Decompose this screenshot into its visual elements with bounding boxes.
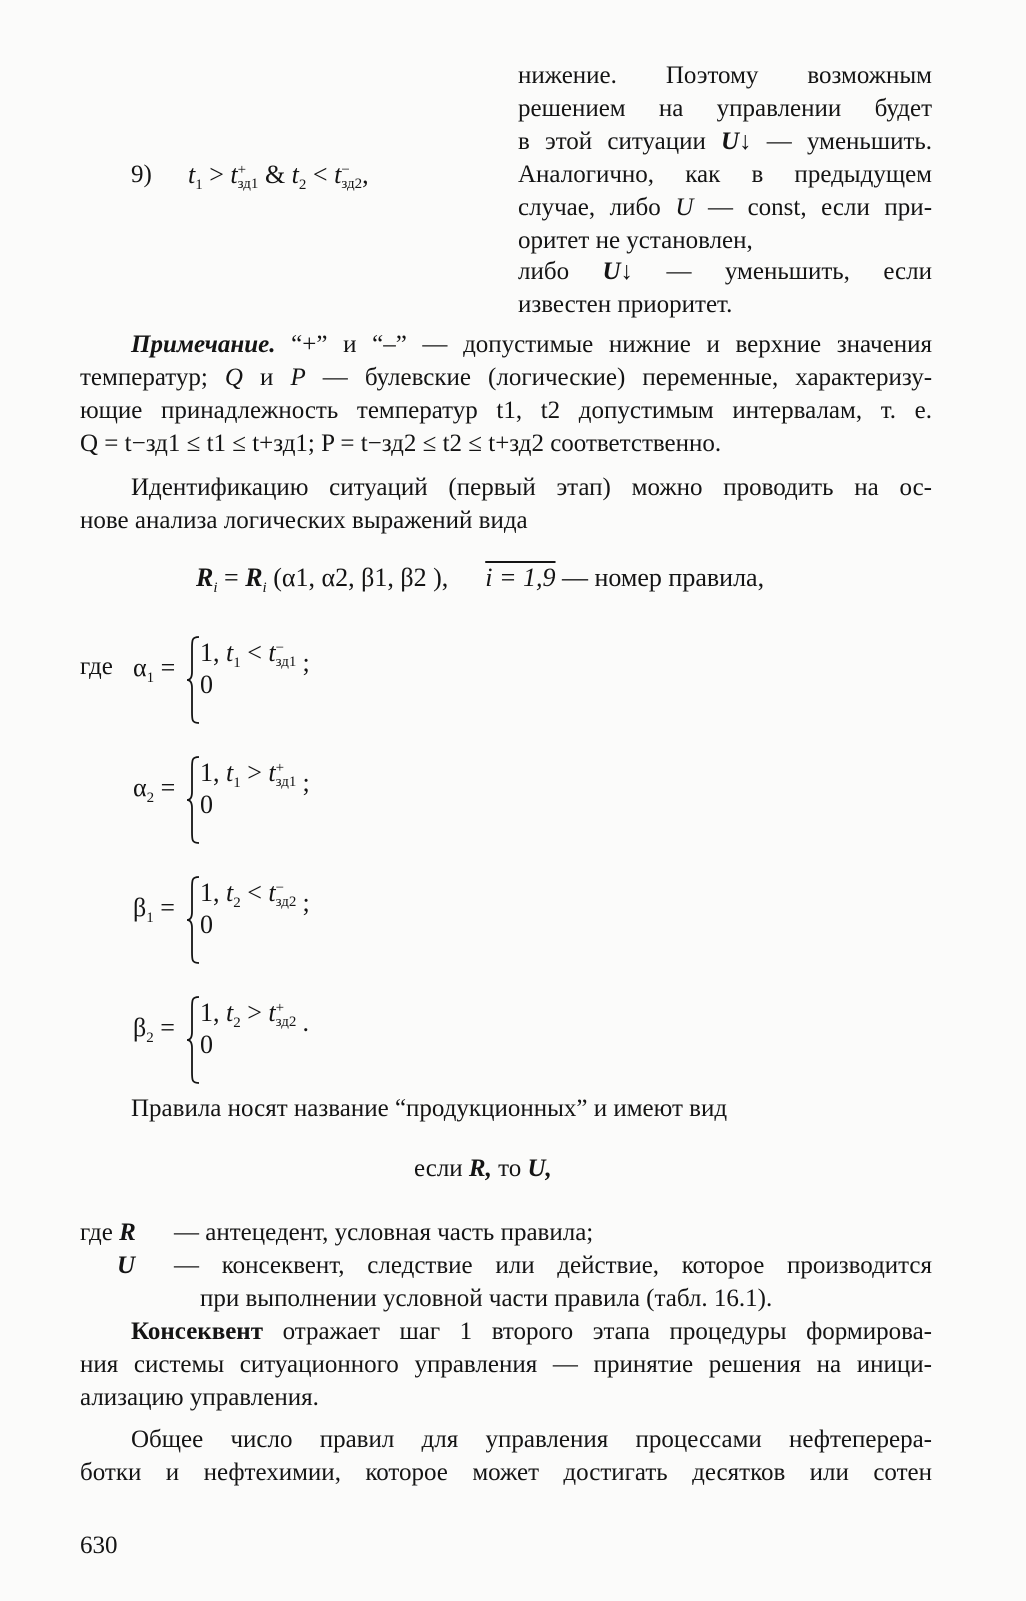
definition-4 — [0, 998, 1026, 1090]
def-name: $\alpha_2$ = — [133, 773, 176, 807]
def-case-2: 0 — [200, 910, 213, 939]
paragraph4-line-1: Общее число правил для управления процессами нефтеперера- — [131, 1426, 932, 1453]
def-case-1: 1, $t_1 < t$ − зд1 ; — [200, 638, 310, 677]
where-list-r: где R — [80, 1219, 136, 1246]
brace-icon — [186, 636, 200, 724]
paragraph1-line-1: Идентификацию ситуаций (первый этап) можно проводить на ос- — [131, 474, 932, 501]
paragraph3-line-3: ализацию управления. — [80, 1384, 319, 1411]
def-name: $\beta_2$ = — [133, 1013, 175, 1047]
item9-condition: $t_1 > t$ + зд1 & $t_2 < t$ − зд2 , — [188, 160, 369, 194]
item9-number: 9) — [131, 161, 152, 188]
def-case-1: 1, $t_1 > t$ + зд1 ; — [200, 758, 310, 797]
paragraph3-line-2: ния системы ситуационного управления — принятие решения на иници- — [80, 1351, 932, 1378]
item9-line-3: в этой ситуации U↓ — уменьшить. — [518, 128, 933, 155]
brace-icon — [186, 876, 200, 964]
page-number: 630 — [80, 1532, 118, 1559]
definition-3 — [0, 878, 1026, 970]
item9-line-2: решением на управлении будет — [518, 95, 932, 122]
brace-icon — [186, 756, 200, 844]
rule-form: если R, то U, — [414, 1155, 552, 1182]
where-list-u-text-1: — консеквент, следствие или действие, которое производится — [174, 1252, 932, 1279]
paragraph4-line-2: ботки и нефтехимии, которое может достигать десятков или сотен — [80, 1459, 932, 1486]
where-list-u-text-2: при выполнении условной части правила (табл. 16.1). — [200, 1285, 773, 1312]
note-line-3: ющие принадлежность температур t1, t2 допустимым интервалам, т. е. — [80, 397, 932, 424]
definition-1 — [0, 638, 1026, 730]
def-case-2: 0 — [200, 790, 213, 819]
note-line-4: Q = t−зд1 ≤ t1 ≤ t+зд1; P = t−зд2 ≤ t2 ≤ t+зд2 соответственно. — [80, 430, 722, 457]
def-case-2: 0 — [200, 670, 213, 699]
brace-icon — [186, 996, 200, 1084]
note-line-2: температур; Q и P — булевские (логические) переменные, характеризу- — [80, 364, 933, 391]
note-line-1: Примечание. “+” и “–” — допустимые нижние и верхние значения — [131, 331, 932, 358]
def-case-1: 1, $t_2 > t$ + зд2 . — [200, 998, 309, 1037]
def-case-1: 1, $t_2 < t$ − зд2 ; — [200, 878, 310, 917]
where-list-r-text: — антецедент, условная часть правила; — [174, 1219, 594, 1246]
where-list-u: U — [117, 1252, 136, 1279]
paragraph3-line-1: Консеквент отражает шаг 1 второго этапа процедуры формирова- — [131, 1318, 933, 1345]
paragraph2: Правила носят название “продукционных” и имеют вид — [131, 1095, 728, 1122]
item9-line-5: случае, либо U — const, если при- — [518, 194, 933, 221]
def-case-2: 0 — [200, 1030, 213, 1059]
paragraph1-line-2: нове анализа логических выражений вида — [80, 507, 528, 534]
item9-line-8: известен приоритет. — [518, 291, 733, 318]
item9-line-7: либо U↓ — уменьшить, если — [518, 258, 933, 285]
item9-line-4: Аналогично, как в предыдущем — [518, 161, 932, 188]
where-label: где — [80, 653, 113, 680]
def-name: $\beta_1$ = — [133, 893, 175, 927]
def-name: $\alpha_1$ = — [133, 653, 176, 687]
formula-r: $R_i = R_i$ (α1, α2, β1, β2 ), i = 1,9 — номер правила, — [196, 563, 765, 597]
item9-line-6: оритет не установлен, — [518, 227, 753, 254]
item9-line-1: нижение. Поэтому возможным — [518, 62, 932, 89]
definition-2 — [0, 758, 1026, 850]
